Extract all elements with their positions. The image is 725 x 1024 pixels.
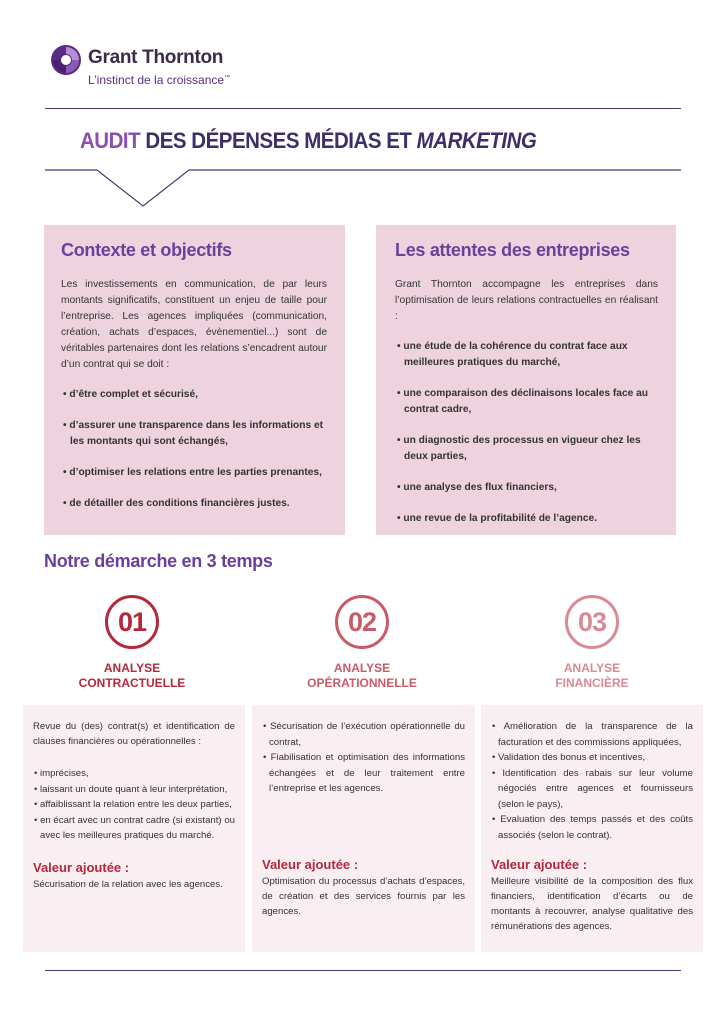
list-item: • une étude de la cohérence du contrat face aux meilleures pratiques du marché, <box>395 339 658 371</box>
value-added-text: Sécurisation de la relation avec les agences. <box>33 878 223 890</box>
step-intro: Revue du (des) contrat(s) et identification de clauses financières ou opérationnelles : <box>33 721 235 747</box>
step-contractual <box>32 595 232 691</box>
step-number-badge: 01 <box>105 595 159 649</box>
step-list <box>262 719 465 797</box>
list-item: • laissant un doute quant à leur interprétation, <box>33 782 235 798</box>
context-heading: Contexte et objectifs <box>61 240 232 260</box>
value-added-title: Valeur ajoutée : <box>491 857 588 872</box>
grant-thornton-logo <box>50 40 270 95</box>
title-chevron-divider <box>45 168 681 210</box>
header-divider <box>45 108 681 109</box>
step-title: ANALYSE CONTRACTUELLE <box>78 661 186 690</box>
step-title: ANALYSE OPÉRATIONNELLE <box>307 661 417 690</box>
trademark-mark: ™ <box>224 75 231 81</box>
context-list <box>61 387 327 512</box>
step-list <box>33 766 235 844</box>
step-list <box>491 719 693 843</box>
approach-heading: Notre démarche en 3 temps <box>44 551 273 571</box>
value-added-text: Meilleure visibilité de la composition des flux financiers, identification d’écarts ou de montants à recouvrer, analyse qualitative des rémunérations des agences. <box>491 876 693 932</box>
expectations-intro: Grant Thornton accompagne les entreprises dans l’optimisation de leurs relations contractuelles en réalisant : <box>395 279 658 322</box>
grant-thornton-logo-icon <box>50 44 82 76</box>
logo-name: Grant Thornton <box>88 47 224 68</box>
title-part-audit: AUDIT <box>80 128 141 153</box>
footer-divider <box>45 970 681 971</box>
value-added-title: Valeur ajoutée : <box>33 859 130 875</box>
context-box <box>44 225 345 535</box>
list-item: • Validation des bonus et incentives, <box>491 750 693 766</box>
step-number-badge: 02 <box>335 595 389 649</box>
list-item: • d’être complet et sécurisé, <box>61 387 327 403</box>
list-item: • en écart avec un contrat cadre (si existant) ou avec les meilleures pratiques du marché. <box>33 813 235 844</box>
list-item: • Fiabilisation et optimisation des informations échangées et de leur traitement entre l’entreprise et les agences. <box>262 750 465 797</box>
list-item: • une revue de la profitabilité de l’agence. <box>395 511 658 527</box>
list-item: • Identification des rabais sur leur volume négociés entre agences et fournisseurs (selon le pays), <box>491 766 693 813</box>
expectations-heading: Les attentes des entreprises <box>395 240 630 260</box>
list-item: • Evaluation des temps passés et des coûts associés (selon le contrat). <box>491 812 693 843</box>
step-financial-details <box>481 705 703 952</box>
step-operational <box>262 595 462 691</box>
value-added-block <box>491 857 693 934</box>
step-financial <box>492 595 692 691</box>
context-intro: Les investissements en communication, de par leurs montants significatifs, constituent un enjeu de taille pour l’entreprise. Les agences impliquées (communication, création, achats d’espaces, évènementiel...) sont de véritables partenaires dont les relations s’encadrent autour d’un contrat qui se doit : <box>61 279 327 370</box>
list-item: • un diagnostic des processus en vigueur chez les deux parties, <box>395 433 658 465</box>
step-contractual-details <box>23 705 245 952</box>
list-item: • Sécurisation de l’exécution opérationnelle du contrat, <box>262 719 465 750</box>
logo-tagline: L’instinct de la croissance™ <box>88 73 231 87</box>
title-part-main: DES DÉPENSES MÉDIAS ET <box>140 128 417 153</box>
list-item: • imprécises, <box>33 766 235 782</box>
value-added-title: Valeur ajoutée : <box>262 857 359 872</box>
expectations-list <box>395 339 658 527</box>
list-item: • d’optimiser les relations entre les parties prenantes, <box>61 465 327 481</box>
step-number-badge: 03 <box>565 595 619 649</box>
value-added-block <box>262 857 465 919</box>
page-title <box>80 128 536 154</box>
step-title: ANALYSE FINANCIÈRE <box>555 661 629 690</box>
list-item: • une analyse des flux financiers, <box>395 480 658 496</box>
value-added-text: Optimisation du processus d’achats d’espaces, de création et des services fournis par les agences. <box>262 876 465 917</box>
list-item: • affaiblissant la relation entre les deux parties, <box>33 797 235 813</box>
list-item: • d’assurer une transparence dans les informations et les montants qui sont échangés, <box>61 418 327 450</box>
list-item: • une comparaison des déclinaisons locales face au contrat cadre, <box>395 386 658 418</box>
step-operational-details <box>252 705 475 952</box>
list-item: • Amélioration de la transparence de la facturation et des commissions appliquées, <box>491 719 693 750</box>
title-part-marketing: MARKETING <box>416 128 537 153</box>
expectations-box <box>376 225 676 535</box>
list-item: • de détailler des conditions financières justes. <box>61 496 327 512</box>
